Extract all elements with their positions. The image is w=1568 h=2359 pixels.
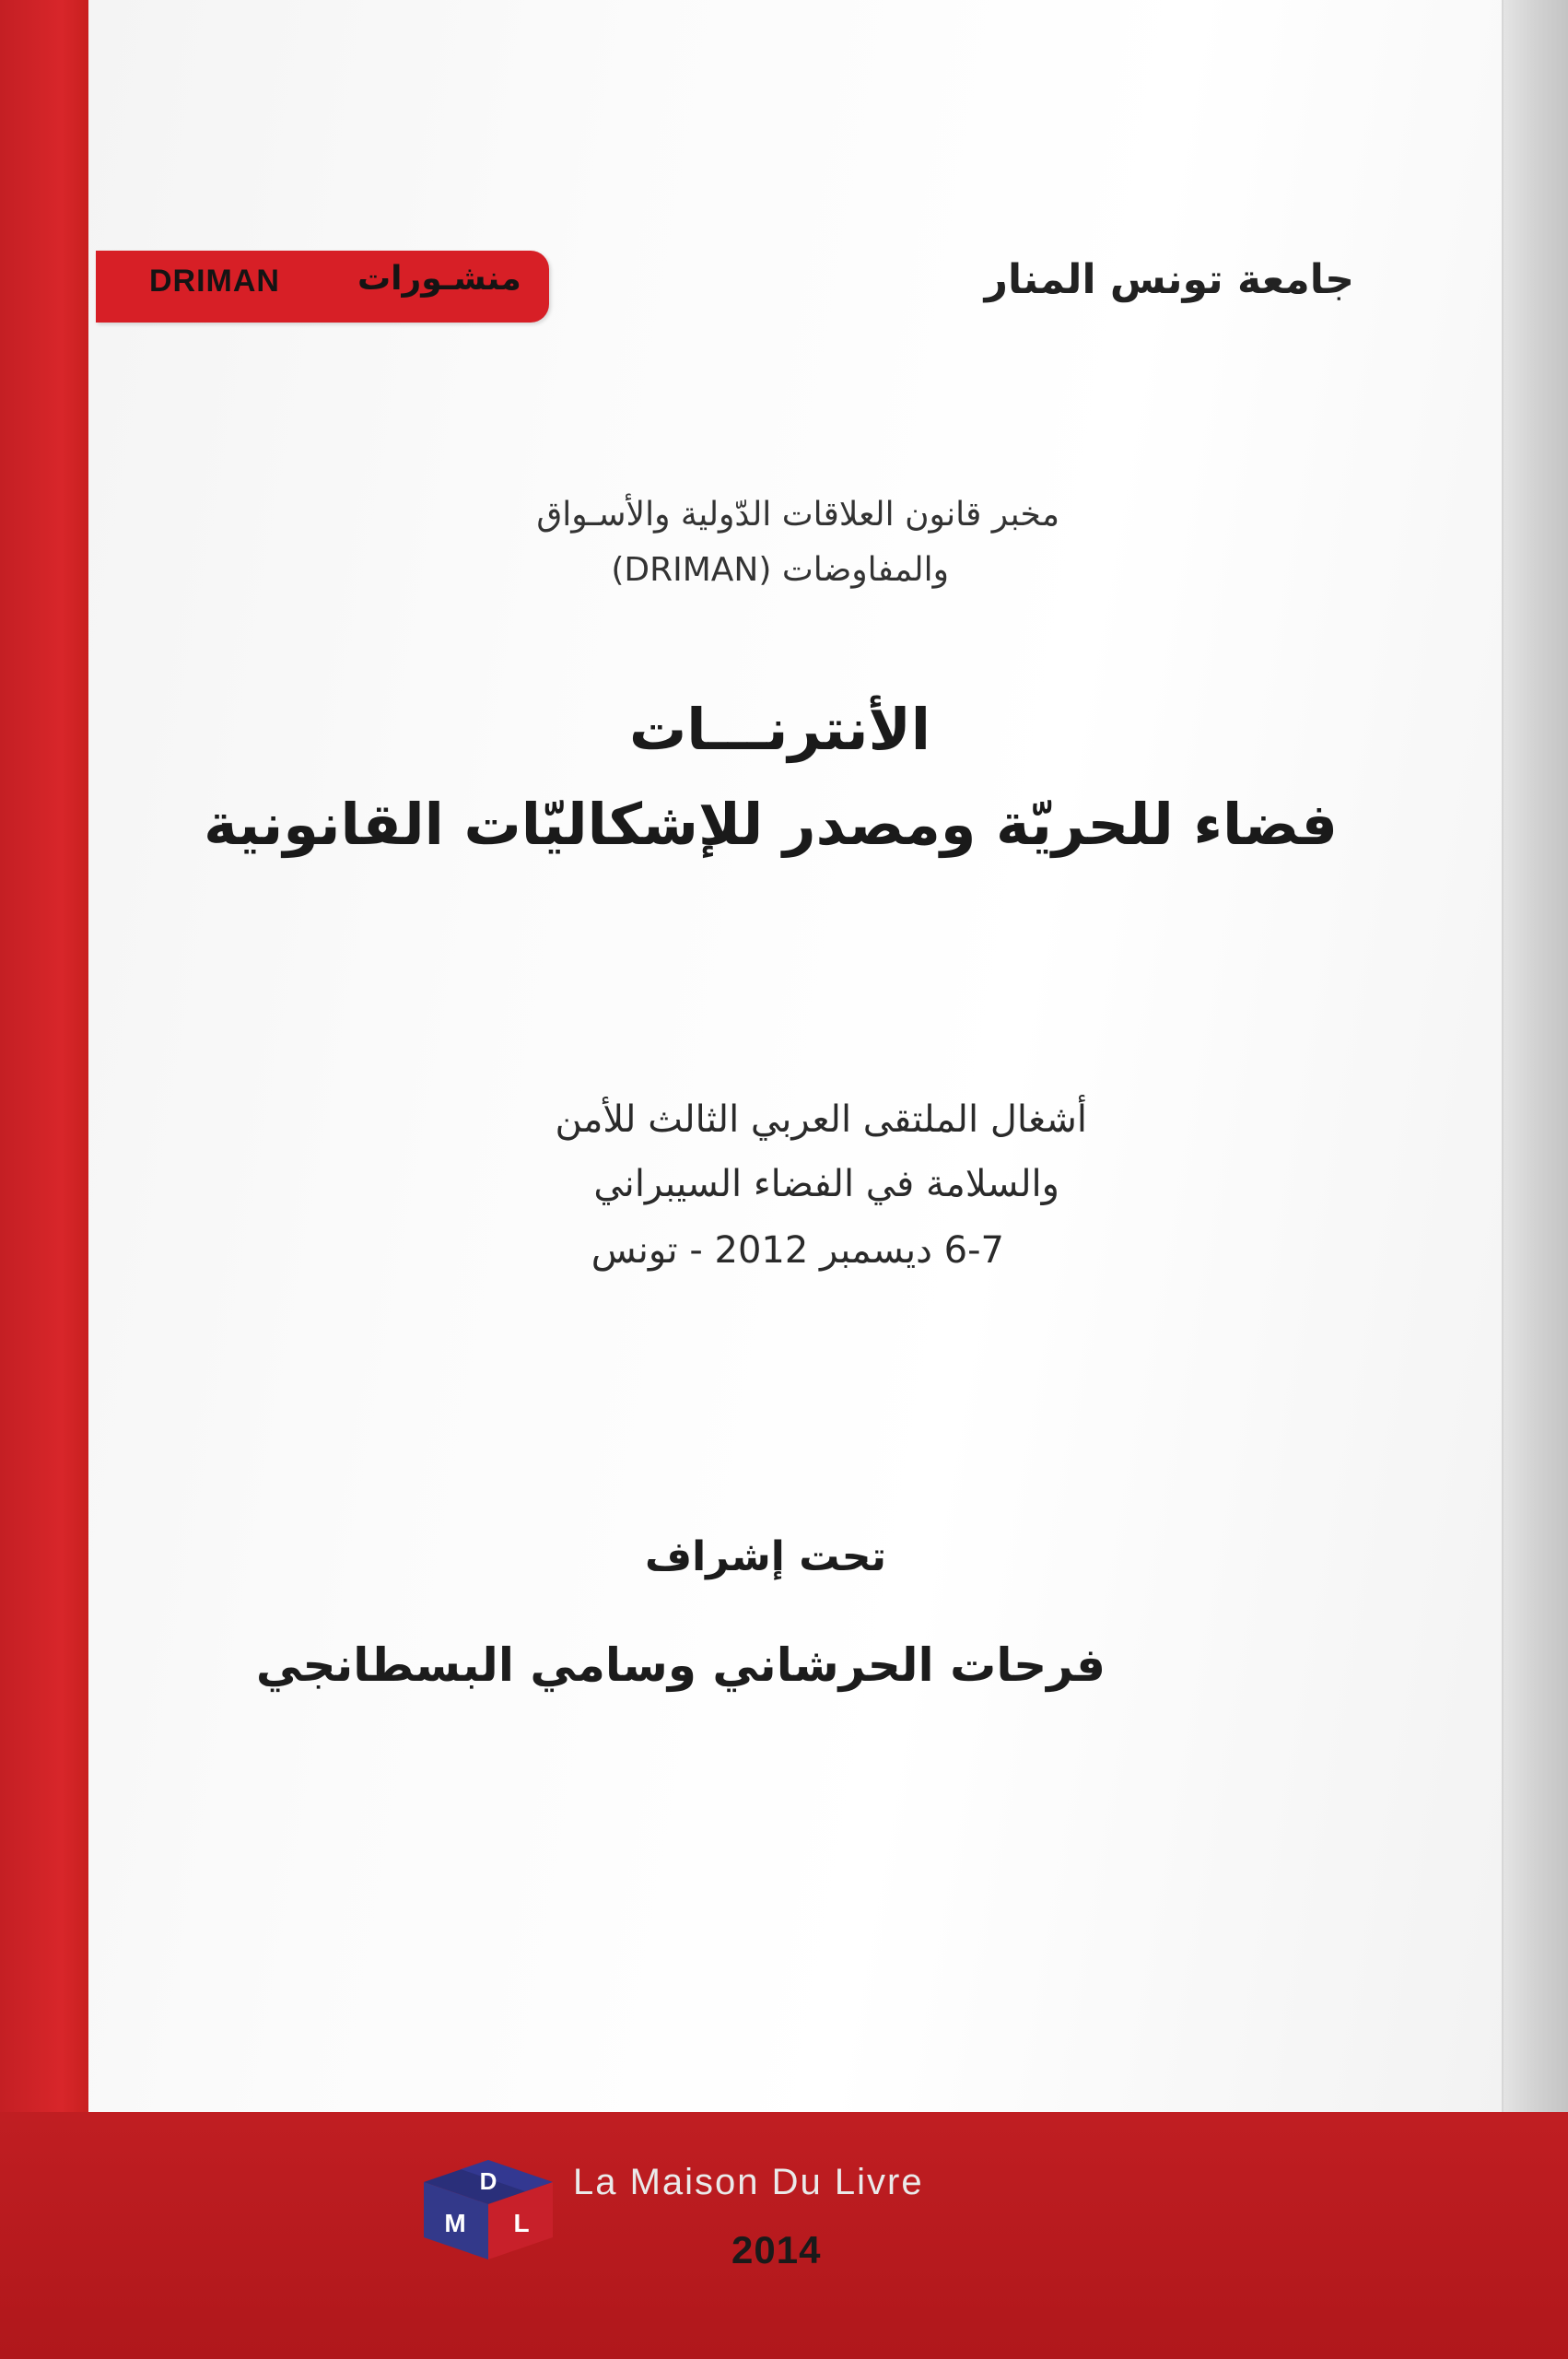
publisher-brand: DRIMAN	[149, 264, 280, 299]
conference-date: 6-7 ديسمبر 2012 - تونس	[591, 1229, 1004, 1272]
lab-name-line-2: والمفاوضات (DRIMAN)	[611, 551, 949, 589]
logo-letter-d: D	[479, 2167, 497, 2195]
spine-edge	[1504, 0, 1568, 2119]
editors-names: فرحات الحرشاني وسامي البسطانجي	[255, 1638, 1106, 1692]
logo-letter-l: L	[513, 2209, 530, 2237]
book-title-line-2: فضاء للحريّة ومصدر للإشكاليّات القانونية	[204, 791, 1338, 858]
university-name: جامعة تونس المنار	[984, 256, 1354, 303]
publisher-badge	[96, 251, 549, 323]
book-title-line-1: الأنترنـــات	[628, 696, 930, 763]
conference-line-2: والسلامة في الفضاء السيبراني	[593, 1163, 1059, 1205]
logo-letter-m: M	[444, 2209, 466, 2237]
conference-line-1: أشغال الملتقى العربي الثالث للأمن	[555, 1098, 1087, 1141]
publishing-house-name: La Maison Du Livre	[573, 2162, 924, 2202]
publication-year: 2014	[731, 2228, 822, 2271]
dml-logo-icon	[415, 2154, 562, 2265]
left-red-band	[0, 0, 88, 2119]
publisher-label: منشـورات	[357, 260, 521, 298]
supervision-label: تحت إشراف	[644, 1533, 886, 1580]
lab-name-line-1: مخبر قانون العلاقات الدّولية والأسـواق	[536, 496, 1059, 534]
